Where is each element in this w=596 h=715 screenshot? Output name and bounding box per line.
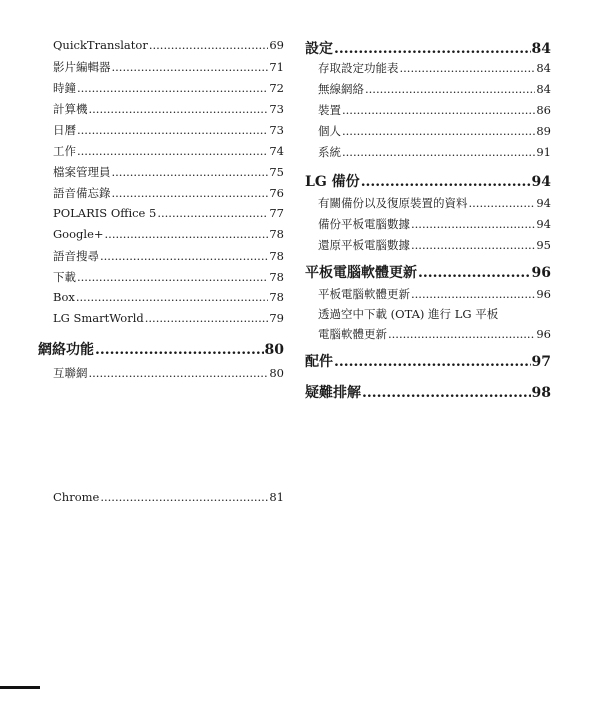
leader-dots xyxy=(100,249,268,263)
toc-entry-page: 89 xyxy=(536,124,551,138)
toc-entry-page: 80 xyxy=(269,366,284,380)
toc-entry[interactable] xyxy=(53,227,284,241)
toc-entry[interactable] xyxy=(318,326,551,342)
toc-entry-title: 檔案管理員 xyxy=(53,165,111,179)
toc-entry-title: 無線網絡 xyxy=(318,82,364,96)
leader-dots xyxy=(149,38,269,52)
toc-entry-title: 工作 xyxy=(53,144,76,158)
toc-entry-page: 74 xyxy=(269,144,284,158)
toc-entry-title: 存取設定功能表 xyxy=(318,61,399,75)
toc-section[interactable] xyxy=(38,339,284,359)
toc-entry-title: 還原平板電腦數據 xyxy=(318,238,410,252)
toc-entry[interactable] xyxy=(53,311,284,325)
toc-entry[interactable] xyxy=(318,81,551,97)
leader-dots xyxy=(77,270,268,284)
toc-entry-title: 備份平板電腦數據 xyxy=(318,217,410,231)
leader-dots xyxy=(89,366,269,380)
toc-entry-page: 86 xyxy=(536,103,551,117)
toc-entry[interactable] xyxy=(53,365,284,381)
toc-entry-page: 84 xyxy=(536,82,551,96)
toc-entry-title: LG SmartWorld xyxy=(53,311,144,325)
toc-section-page: 80 xyxy=(264,342,284,358)
toc-entry-title-line2: 電腦軟體更新 xyxy=(318,327,387,341)
toc-entry-title: 影片編輯器 xyxy=(53,60,111,74)
toc-entry-page: 96 xyxy=(536,287,551,301)
toc-entry-title: 計算機 xyxy=(53,102,88,116)
toc-entry-title: POLARIS Office 5 xyxy=(53,206,157,220)
page-footer-rule xyxy=(0,686,40,689)
toc-entry-title: 時鐘 xyxy=(53,81,76,95)
toc-entry-title: 語音搜尋 xyxy=(53,249,99,263)
toc-section-page: 94 xyxy=(531,174,551,190)
leader-dots xyxy=(76,290,268,304)
toc-entry-title: 個人 xyxy=(318,124,341,138)
toc-entry-page: 73 xyxy=(269,123,284,137)
leader-dots xyxy=(334,41,531,57)
toc-section-page: 84 xyxy=(531,41,551,57)
toc-entry[interactable] xyxy=(53,206,284,220)
toc-entry-page: 91 xyxy=(536,145,551,159)
leader-dots xyxy=(112,165,269,179)
toc-entry-title: 裝置 xyxy=(318,103,341,117)
leader-dots xyxy=(388,327,535,341)
leader-dots xyxy=(112,186,269,200)
toc-entry[interactable] xyxy=(53,38,284,52)
toc-entry[interactable] xyxy=(53,490,284,504)
toc-section-page: 96 xyxy=(531,265,551,281)
toc-entry-page: 72 xyxy=(269,81,284,95)
toc-entry-page: 96 xyxy=(536,327,551,341)
toc-entry[interactable] xyxy=(53,269,284,285)
toc-entry-title: Google+ xyxy=(53,227,104,241)
toc-entry-title: 下載 xyxy=(53,270,76,284)
toc-entry-title: 平板電腦軟體更新 xyxy=(318,287,410,301)
toc-entry[interactable] xyxy=(318,123,551,139)
leader-dots xyxy=(157,206,268,220)
toc-entry-page: 95 xyxy=(536,238,551,252)
toc-section-title: 配件 xyxy=(305,354,333,370)
toc-entry-page: 94 xyxy=(536,196,551,210)
toc-entry-title: 系統 xyxy=(318,145,341,159)
toc-entry-page: 76 xyxy=(269,186,284,200)
toc-entry[interactable] xyxy=(53,101,284,117)
toc-section[interactable] xyxy=(305,382,551,402)
leader-dots xyxy=(105,227,269,241)
toc-section-title: 平板電腦軟體更新 xyxy=(305,265,417,281)
toc-entry-title: 日曆 xyxy=(53,123,76,137)
toc-entry-page: 84 xyxy=(536,61,551,75)
toc-entry-title: 互聯網 xyxy=(53,366,88,380)
toc-entry[interactable] xyxy=(53,164,284,180)
leader-dots xyxy=(411,238,535,252)
toc-section-page: 97 xyxy=(531,354,551,370)
leader-dots xyxy=(362,385,531,401)
leader-dots xyxy=(77,123,268,137)
toc-section[interactable] xyxy=(305,38,551,58)
toc-entry-page: 73 xyxy=(269,102,284,116)
leader-dots xyxy=(100,490,268,504)
toc-entry-page: 78 xyxy=(269,227,284,241)
toc-entry-title: Box xyxy=(53,290,75,304)
toc-section[interactable] xyxy=(305,262,551,282)
toc-entry-page: 78 xyxy=(269,270,284,284)
toc-section-page: 98 xyxy=(531,385,551,401)
toc-entry[interactable] xyxy=(318,286,551,302)
toc-entry-title: QuickTranslator xyxy=(53,38,148,52)
toc-entry[interactable] xyxy=(318,216,551,232)
toc-entry-page: 71 xyxy=(269,60,284,74)
toc-entry[interactable] xyxy=(53,143,284,159)
leader-dots xyxy=(411,217,535,231)
leader-dots xyxy=(342,103,535,117)
leader-dots xyxy=(365,82,535,96)
toc-entry-page: 78 xyxy=(269,249,284,263)
toc-entry[interactable] xyxy=(53,248,284,264)
toc-section-title: 設定 xyxy=(305,41,333,57)
toc-entry[interactable] xyxy=(53,59,284,75)
toc-entry-page: 78 xyxy=(269,290,284,304)
toc-entry[interactable] xyxy=(318,144,551,160)
leader-dots xyxy=(342,124,535,138)
toc-entry-page: 75 xyxy=(269,165,284,179)
leader-dots xyxy=(89,102,269,116)
leader-dots xyxy=(400,61,536,75)
toc-entry-page: 79 xyxy=(269,311,284,325)
leader-dots xyxy=(411,287,535,301)
toc-entry-title: 有關備份以及復原裝置的資料 xyxy=(318,196,468,210)
toc-section[interactable] xyxy=(305,171,551,191)
leader-dots xyxy=(334,354,531,370)
toc-entry[interactable] xyxy=(318,195,551,211)
toc-entry[interactable] xyxy=(318,237,551,253)
toc-entry[interactable] xyxy=(53,290,284,304)
toc-entry[interactable] xyxy=(53,122,284,138)
toc-entry[interactable] xyxy=(318,60,551,76)
toc-entry-page: 69 xyxy=(269,38,284,52)
toc-entry[interactable] xyxy=(53,185,284,201)
toc-entry[interactable] xyxy=(318,102,551,118)
toc-entry[interactable] xyxy=(53,80,284,96)
leader-dots xyxy=(418,265,531,281)
leader-dots xyxy=(77,81,268,95)
toc-section[interactable] xyxy=(305,351,551,371)
toc-entry-page: 94 xyxy=(536,217,551,231)
toc-entry-title: 語音備忘錄 xyxy=(53,186,111,200)
leader-dots xyxy=(77,144,268,158)
toc-section-title: 疑難排解 xyxy=(305,385,361,401)
leader-dots xyxy=(361,174,531,190)
toc-entry-title: Chrome xyxy=(53,490,100,504)
toc-section-title: LG 備份 xyxy=(305,174,360,190)
toc-section-title: 網絡功能 xyxy=(38,342,94,358)
toc-entry-page: 77 xyxy=(269,206,284,220)
leader-dots xyxy=(342,145,535,159)
leader-dots xyxy=(145,311,269,325)
toc-entry-page: 81 xyxy=(269,490,284,504)
leader-dots xyxy=(95,342,264,358)
leader-dots xyxy=(469,196,536,210)
leader-dots xyxy=(112,60,269,74)
toc-entry-title-line1: 透過空中下載 (OTA) 進行 LG 平板 xyxy=(318,307,499,321)
